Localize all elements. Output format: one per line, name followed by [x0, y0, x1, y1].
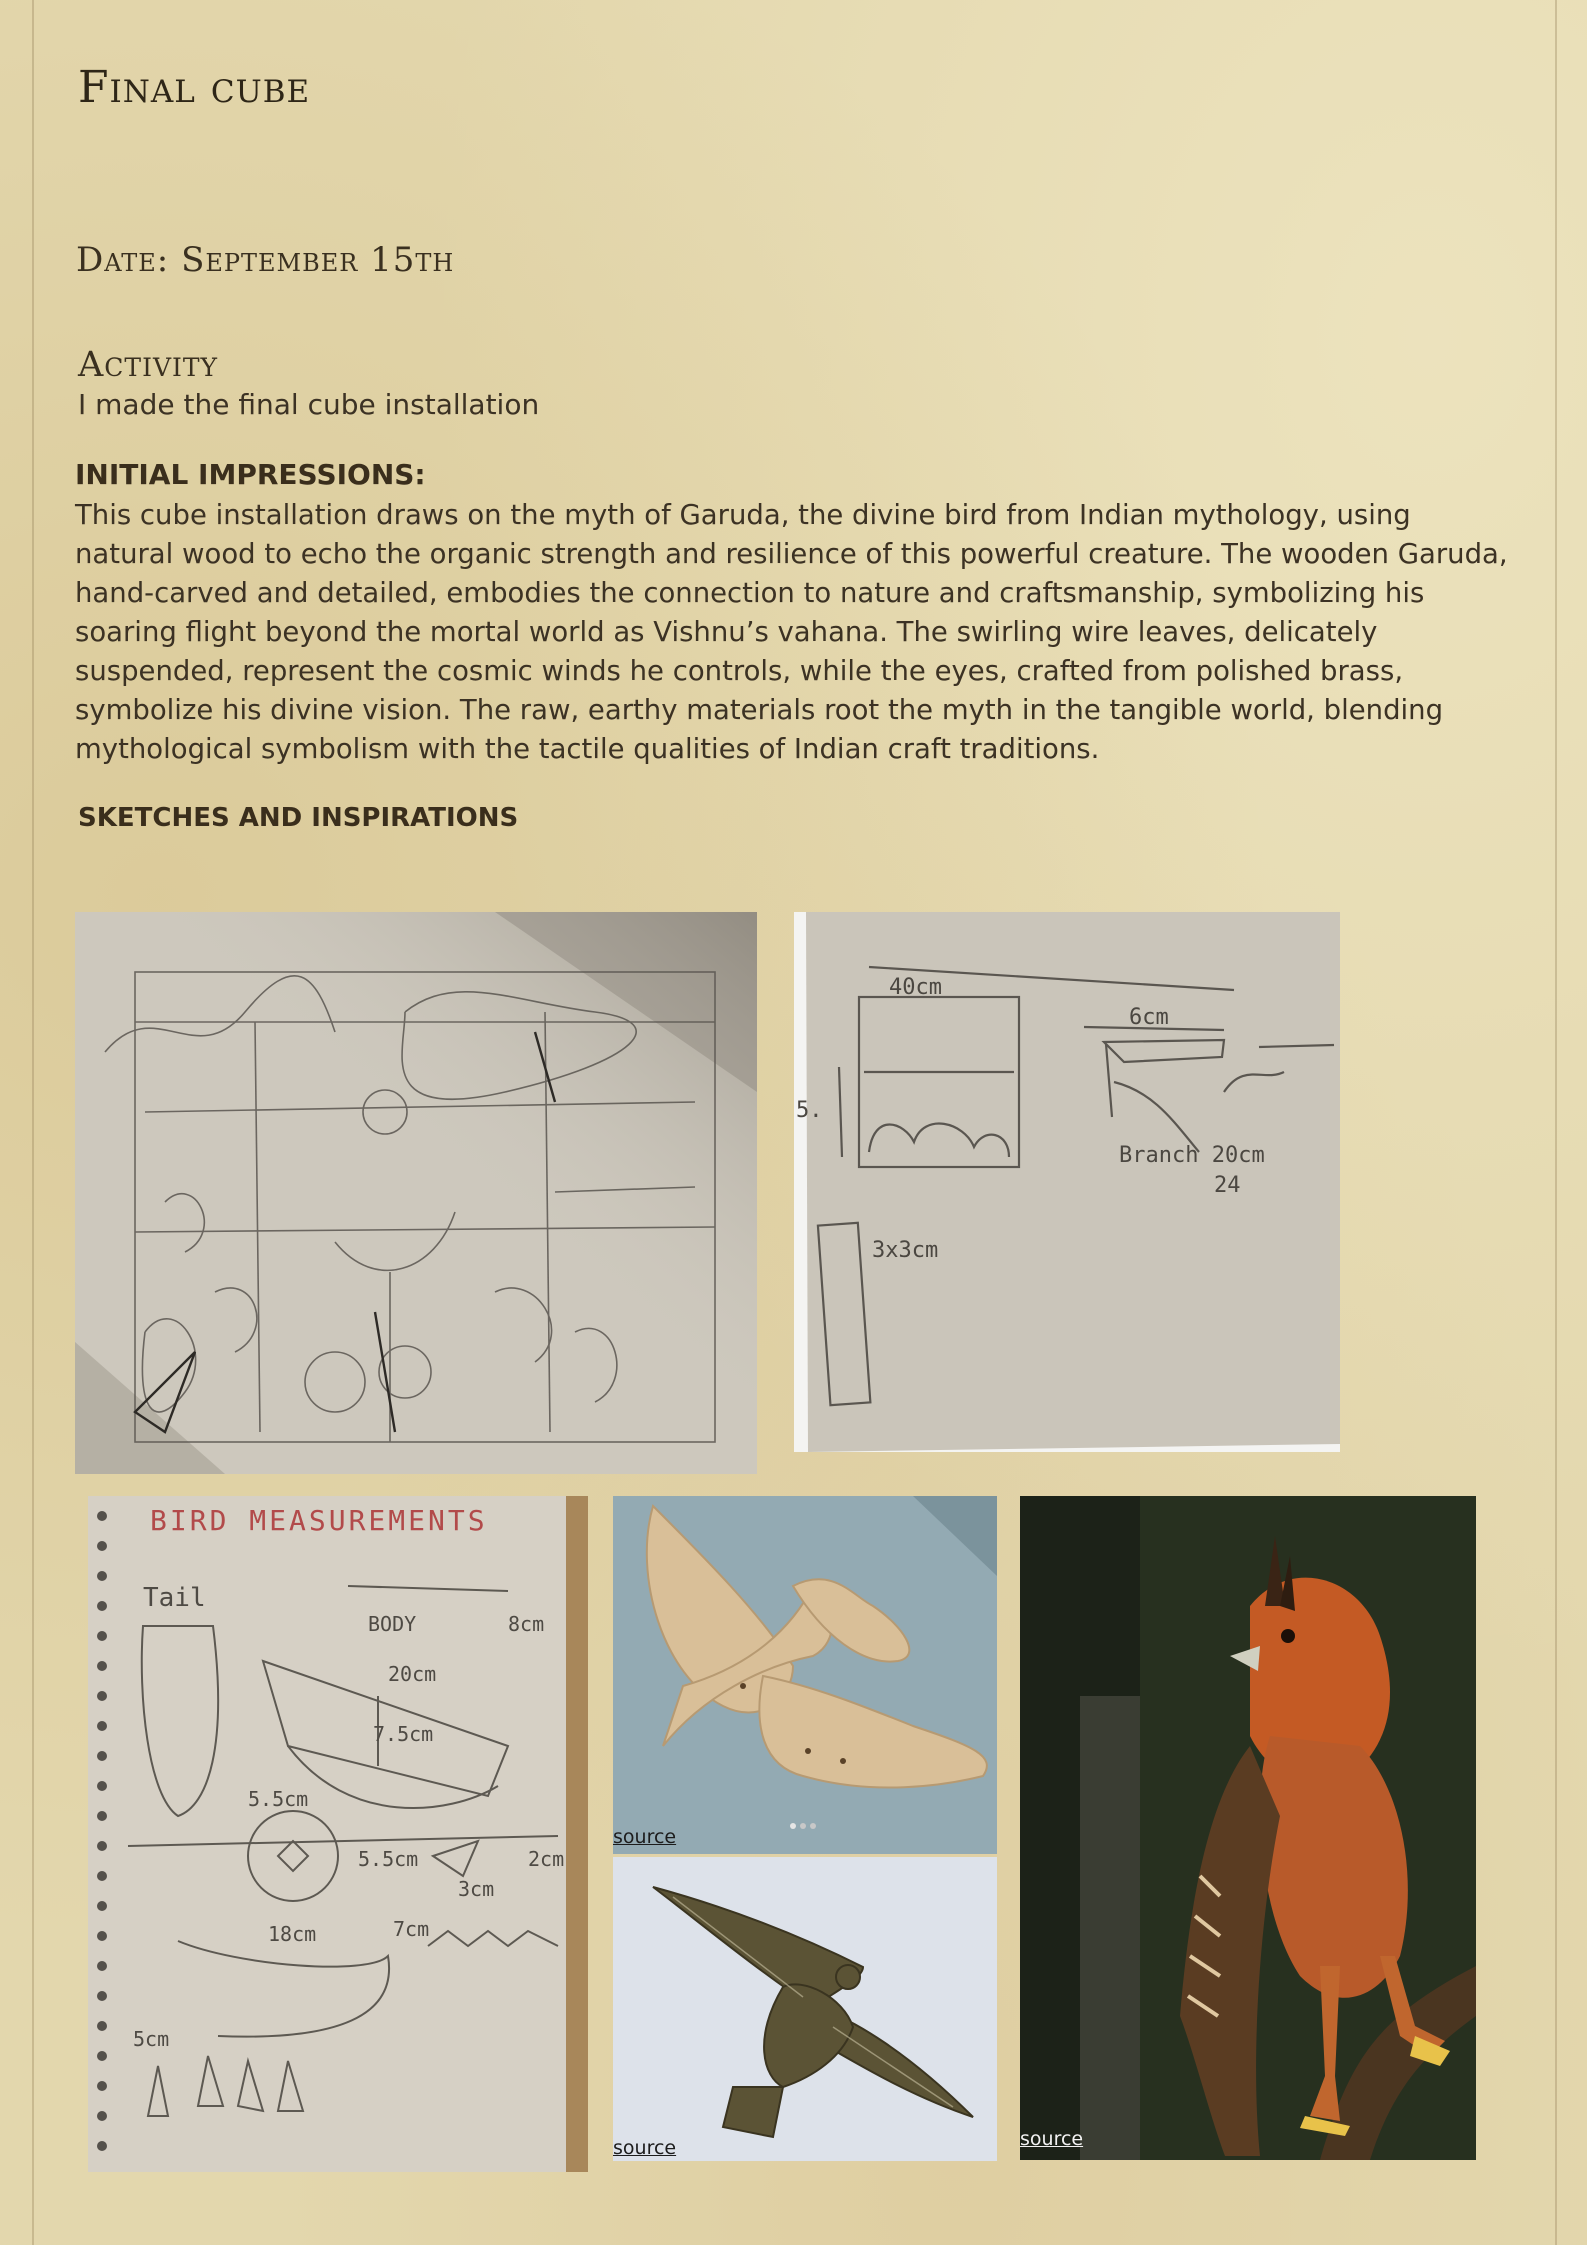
tail-label: Tail: [143, 1583, 206, 1613]
dim-block-label: 3x3cm: [872, 1238, 939, 1263]
activity-heading: Activity: [78, 345, 219, 385]
bird-sketch-title: BIRD MEASUREMENTS: [150, 1504, 488, 1537]
page-border-right: [1555, 0, 1557, 2245]
page-title: Final cube: [78, 62, 311, 113]
dim-side-label: 5.: [796, 1098, 823, 1123]
small-length-label: 8cm: [508, 1612, 545, 1636]
bird-measurements-photo: [88, 1496, 588, 2172]
width-label-1: 5.5cm: [248, 1787, 309, 1811]
sketches-heading: SKETCHES AND INSPIRATIONS: [78, 803, 519, 833]
perched-eagle-source-link[interactable]: source: [1020, 2128, 1084, 2150]
date-heading: Date: September 15th: [76, 240, 455, 280]
width-label-4: 2cm: [528, 1847, 565, 1871]
width-label-3: 3cm: [458, 1877, 495, 1901]
feather-label: 5cm: [133, 2027, 170, 2051]
wooden-bird-photo: [613, 1496, 997, 1854]
hawk-flight-source-link[interactable]: source: [613, 2137, 677, 2159]
seven-cm-label: 7cm: [393, 1917, 430, 1941]
impressions-paragraph: This cube installation draws on the myth of Garuda, the divine bird from Indian mythology, using natural wood to echo the organic strength and resilience of this powerful creature. The wooden Garuda, hand-carved and detailed, embodies the connection to nature and craftsmanship, symbolizing his soaring flight beyond the mortal world as Vishnu’s vahana. The swirling wire leaves, delicately suspended, represent the cosmic winds he controls, while the eyes, crafted from polished brass, symbolize his divine vision. The raw, earthy materials root the myth in the tangible world, blending mythological symbolism with the tactile qualities of Indian craft traditions.: [75, 499, 1508, 765]
activity-text: I made the final cube installation: [78, 388, 540, 421]
impressions-heading: INITIAL IMPRESSIONS:: [75, 458, 426, 491]
dim-top-label: 40cm: [889, 975, 942, 1000]
dim-branch-width-label: 6cm: [1129, 1005, 1169, 1030]
wooden-bird-source-link[interactable]: source: [613, 1826, 677, 1848]
width-label-2: 5.5cm: [358, 1847, 419, 1871]
body-height-label: 7.5cm: [373, 1722, 434, 1746]
dim-branch-alt-label: 24: [1214, 1173, 1241, 1198]
body-label: BODY: [368, 1612, 417, 1636]
wing-length-label: 18cm: [268, 1922, 317, 1946]
dimension-sketch-photo: [794, 912, 1340, 1452]
page-border-left: [32, 0, 34, 2245]
body-length-label: 20cm: [388, 1662, 437, 1686]
hawk-flight-photo: [613, 1857, 997, 2161]
dim-branch-label: Branch 20cm: [1119, 1143, 1265, 1168]
perched-eagle-photo: [1020, 1496, 1476, 2160]
cube-sketch-photo: [75, 912, 757, 1474]
